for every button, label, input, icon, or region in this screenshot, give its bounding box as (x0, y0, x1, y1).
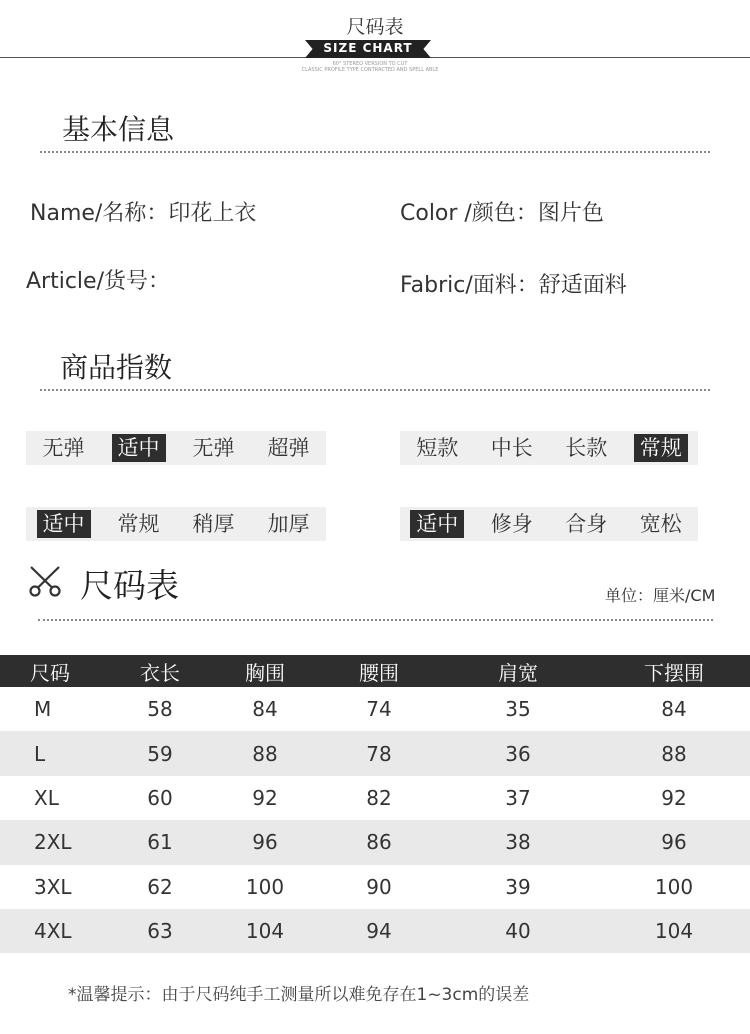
column-header: 肩宽 (438, 655, 598, 687)
table-cell: 63 (110, 909, 210, 953)
table-cell: 86 (320, 820, 438, 864)
table-cell: 36 (438, 731, 598, 775)
fit-scale (400, 507, 698, 541)
product-article: Article/货号： (26, 269, 170, 294)
column-header: 衣长 (110, 655, 210, 687)
thickness-scale (26, 507, 326, 541)
table-cell: L (0, 731, 110, 775)
table-cell: 39 (505, 874, 531, 899)
tag-option-selected: 适中 (112, 434, 166, 462)
table-cell: 104 (598, 909, 750, 953)
tag-option: 中长 (490, 436, 533, 460)
header-subtitle-line-2: CLASSIC PROFILE TYPE CONTRACTED AND SPELL ABLE (301, 67, 439, 73)
size-chart-badge-label: SIZE CHART (323, 41, 413, 55)
tag-option: 合身 (565, 512, 608, 536)
dotted-divider (40, 151, 710, 153)
table-cell: 35 (505, 697, 531, 722)
table-cell: 90 (366, 874, 392, 899)
table-cell: 37 (505, 785, 531, 810)
table-cell: M (34, 697, 52, 722)
tag-option: 无弹 (42, 436, 85, 460)
table-cell: 61 (110, 820, 210, 864)
table-row (0, 865, 750, 909)
dotted-divider (38, 619, 713, 621)
tag-option-selected: 常规 (634, 434, 688, 462)
product-fabric: Fabric/面料：舒适面料 (400, 273, 627, 298)
table-row (0, 909, 750, 953)
column-header: 腰围 (320, 655, 438, 687)
table-cell: 96 (210, 820, 320, 864)
measurement-note: *温馨提示：由于尺码纯手工测量所以难免存在1~3cm的误差 (68, 985, 530, 1005)
tag-option-selected: 适中 (37, 510, 91, 538)
dotted-divider (40, 389, 710, 391)
table-cell: 38 (438, 820, 598, 864)
table-cell: 88 (598, 731, 750, 775)
table-cell: 82 (366, 785, 392, 810)
tag-option: 稍厚 (192, 512, 235, 536)
table-cell: 58 (147, 697, 173, 722)
measurement-unit: 单位：厘米/CM (605, 586, 716, 605)
table-cell: 3XL (34, 874, 72, 899)
table-cell: 92 (661, 785, 687, 810)
table-cell: 100 (245, 874, 285, 899)
table-row (0, 776, 750, 820)
table-cell: 78 (320, 731, 438, 775)
table-cell: 60 (147, 785, 173, 810)
tag-option: 常规 (117, 512, 160, 536)
tag-option: 无弹 (192, 436, 235, 460)
table-cell: 74 (366, 697, 392, 722)
tag-option: 宽松 (639, 512, 682, 536)
table-cell: 59 (110, 731, 210, 775)
length-scale (400, 431, 698, 465)
table-row (0, 731, 750, 775)
scissors-icon (28, 564, 62, 598)
table-cell: 2XL (0, 820, 110, 864)
table-cell: 104 (210, 909, 320, 953)
elasticity-scale (26, 431, 326, 465)
table-cell: 84 (252, 697, 278, 722)
product-color: Color /颜色：图片色 (400, 201, 604, 226)
table-header-row (0, 655, 750, 687)
tag-option: 超弹 (267, 436, 310, 460)
size-table (0, 655, 750, 953)
table-cell: 84 (661, 697, 687, 722)
table-cell: 92 (252, 785, 278, 810)
header-subtitle-line-1: 60° STEREO VERSION TO CUT (332, 61, 408, 67)
table-cell: 4XL (0, 909, 110, 953)
tag-option: 短款 (416, 436, 459, 460)
table-row (0, 820, 750, 864)
product-index-title: 商品指数 (60, 351, 173, 384)
table-cell: 96 (598, 820, 750, 864)
column-header: 下摆围 (598, 655, 750, 687)
table-cell: 62 (147, 874, 173, 899)
basic-info-title: 基本信息 (62, 113, 175, 146)
table-cell: 94 (320, 909, 438, 953)
column-header: 胸围 (210, 655, 320, 687)
table-cell: 88 (210, 731, 320, 775)
tag-option: 加厚 (267, 512, 310, 536)
tag-option: 长款 (565, 436, 608, 460)
table-cell: 100 (654, 874, 694, 899)
product-name: Name/名称：印花上衣 (30, 201, 257, 226)
table-row (0, 687, 750, 731)
column-header: 尺码 (0, 655, 110, 687)
header-subtitle (260, 61, 480, 73)
tag-option: 修身 (490, 512, 533, 536)
table-cell: 40 (438, 909, 598, 953)
tag-option-selected: 适中 (410, 510, 464, 538)
header-title: 尺码表 (346, 16, 404, 38)
table-cell: XL (34, 785, 59, 810)
size-chart-title: 尺码表 (80, 566, 179, 605)
